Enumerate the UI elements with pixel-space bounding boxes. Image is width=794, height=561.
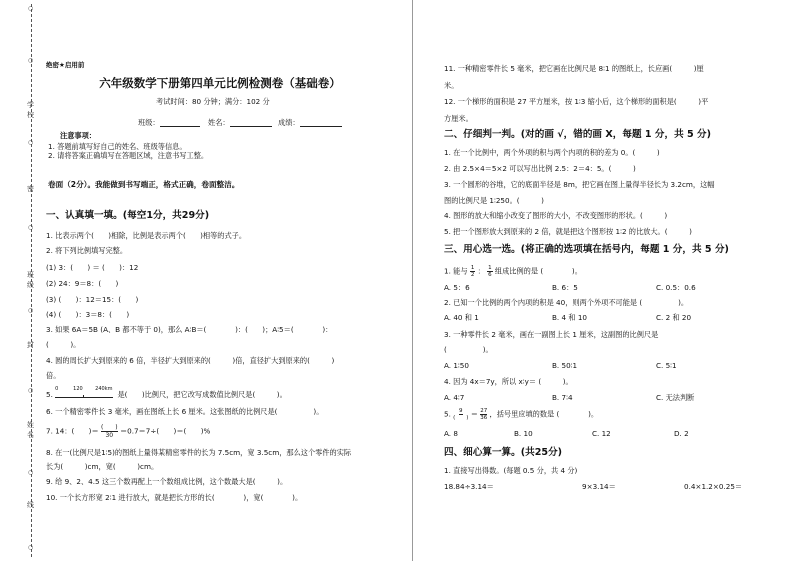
q2d: (4) ( )：3＝8：( ) [46,310,130,319]
exam-meta: 考试时间：80 分钟；满分：102 分 [156,97,270,106]
q11-cont: 米。 [444,81,459,90]
name-label: 姓名： [208,118,230,127]
choice-1-option-c: C. 0.5：0.6 [656,283,696,292]
note-item: 2. 请将答案正确填写在答题区域，注意书写工整。 [48,151,209,160]
choice-2: 2. 已知一个比例的两个内项的积是 40，则两个外项不可能是 ( )。 [444,298,689,307]
choice-5-equals: ＝ [470,409,478,419]
choice-5-option-d: D. 2 [674,429,689,438]
choice-1-option-b: B. 6：5 [552,283,578,292]
seal-mark: ○ [28,387,34,394]
choice-5-option-a: A. 8 [444,429,458,438]
q12-cont: 方厘米。 [444,114,473,123]
choice-3-option-a: A. 1∶50 [444,361,469,370]
exam-title: 六年级数学下册第四单元比例检测卷（基础卷） [99,76,341,90]
calc-item: 0.4×1.2×0.25＝ [684,482,743,491]
seal-mark: ○ [28,57,34,64]
section-4-title: 四、细心算一算。(共25分) [444,447,563,458]
choice-5-option-c: C. 12 [592,429,611,438]
choice-1-fraction [487,265,493,278]
q5-number: 5. [46,390,53,399]
choice-1-option-a: A. 5：6 [444,283,470,292]
q7-text: 7. 14：( )＝ [46,426,99,436]
binding-label-school: 学校 [27,101,34,119]
fraction-denominator: 6 [488,272,492,278]
choice-5-option-b: B. 10 [514,429,533,438]
left-column [46,0,394,561]
note-item: 1. 答题前填写好自己的姓名、班级等信息。 [48,142,187,151]
choice-4-option-b: B. 7∶4 [552,393,573,402]
choice-3: 3. 一种零件长 2 毫米，画在一副图上长 1 厘米，这副图的比例尺是 [444,330,659,339]
seal-mark: ○ [28,307,34,314]
scale-tick-label: 0 [55,386,59,392]
q8-cont: 长为( )cm，宽( )cm。 [46,462,159,471]
binding-mark-feng: 封 [27,341,34,349]
q4: 4. 圆的周长扩大到原来的 6 倍，半径扩大到原来的( )倍，直径扩大到原来的( ) [46,356,335,365]
choice-1-text-end: 组成比例的是 ( )。 [494,266,582,276]
judge-3-cont: 图的比例尺是 1∶250。( ) [444,196,544,205]
seal-mark: ○ [28,5,34,12]
calc-item: 18.84÷3.14＝ [444,482,494,491]
q5-scale-bar [55,386,115,399]
q10: 10. 一个长方形宽 2∶1 进行放大，就是把长方形的长( )，宽( )。 [46,493,303,502]
q2a: (1) 3：( ) ＝ ( )：12 [46,263,139,272]
binding-margin [0,0,34,561]
q3-cont: ( )。 [46,340,81,349]
choice-2-option-c: C. 2 和 20 [656,313,692,322]
column-divider [412,0,413,561]
q7-fraction [101,424,118,439]
fraction-numerator: 27 [480,408,488,414]
seal-mark: ○ [28,469,34,476]
choice-5-fraction [480,408,487,421]
judge-5: 5. 把一个图形放大到原来的 2 倍，就是把这个图形按 1∶2 的比放大。( ) [444,227,692,236]
section-1-title: 一、认真填一填。(每空1分，共29分) [46,210,210,221]
q9: 9. 给 9、2、4.5 这三个数再配上一个数组成比例，这个数最大是( )。 [46,477,288,486]
choice-3-cont: ( )。 [444,345,493,354]
q7-denominator: 30 [105,432,114,439]
q7-numerator: ( ) [100,424,118,431]
judge-4: 4. 图形的放大和缩小改变了图形的大小，不改变图形的形状。( ) [444,211,668,220]
q2: 2. 将下列比例填写完整。 [46,246,128,255]
q11: 11. 一种精密零件长 5 毫米，把它画在比例尺是 8∶1 的图纸上，长应画( )厘 [444,64,704,73]
seal-mark: ○ [28,224,34,231]
binding-label-class: 班级 [27,271,34,289]
fraction-numerator: 1 [488,265,492,271]
class-field [138,118,200,127]
section-3-title: 三、用心选一选。(将正确的选项填在括号内，每题 1 分，共 5 分) [444,244,729,255]
q1: 1. 比表示两个( )相除，比例是表示两个( )相等的式子。 [46,231,247,240]
q2b: (2) 24：9＝8：( ) [46,279,119,288]
scale-tick-label: 120 [73,386,83,392]
choice-5-fraction [453,408,468,421]
choice-1: 1. 能与 $\frac{1}{2}$ ： $\frac{1}{6}$ 组成比例的是 ( )。 [444,265,582,278]
binding-mark-mi: 密 [27,185,34,193]
binding-label-name: 姓名 [27,421,34,439]
section-2-title: 二、仔细判一判。(对的画 √，错的画 X，每题 1 分，共 5 分) [444,129,712,140]
q7-text-end: ＝0.7＝7÷( )＝( )% [119,426,211,436]
fraction-numerator: 9 [459,408,463,414]
right-column [444,0,779,561]
choice-3-option-b: B. 50∶1 [552,361,578,370]
choice-5: 5. 9 ( ) ＝ $\frac{27}{36}$ ，括号里应填的数是 ( )。 [444,408,599,421]
neatness-note: 卷面（2分）。我能做到书写端正，格式正确，卷面整洁。 [48,180,240,189]
fraction-denominator: 36 [480,415,488,421]
scale-tick-label: 240km [95,386,113,392]
choice-4-option-a: A. 4∶7 [444,393,465,402]
q5-text: 是( )比例尺，把它改写成数值比例尺是( )。 [117,390,287,399]
q2c: (3) ( )：12＝15：( ) [46,295,139,304]
q6: 6. 一个精密零件长 3 毫米，画在图纸上长 6 厘米。这张图纸的比例尺是( )。 [46,407,324,416]
choice-4: 4. 因为 4x＝7y，所以 x∶y＝ ( )。 [444,377,573,386]
calc-item: 9×3.14＝ [582,482,616,491]
q7 [46,424,210,439]
q4-cont: 倍。 [46,371,61,380]
q12: 12. 一个梯形的面积是 27 平方厘米，按 1∶3 缩小后，这个梯形的面积是( )平 [444,97,709,106]
fraction-denominator: 2 [470,272,475,278]
choice-2-option-a: A. 40 和 1 [444,313,479,322]
q5 [46,386,287,399]
class-label: 班级： [138,118,160,127]
calc-instructions: 1. 直接写出得数。(每题 0.5 分，共 4 分) [444,466,578,475]
fraction-numerator: 1 [470,265,475,271]
judge-1: 1. 在一个比例中，两个外项的积与两个内项的积的差为 0。( ) [444,148,660,157]
fraction-denominator: ( ) [453,415,469,421]
score-label: 成绩： [278,118,300,127]
choice-4-option-c: C. 无法判断 [656,393,695,402]
score-field [278,118,342,127]
choice-1-text: 1. 能与 [444,266,468,276]
notes-title: 注意事项： [60,131,96,140]
choice-3-option-c: C. 5∶1 [656,361,677,370]
binding-mark-xian: 线 [27,501,34,509]
name-field [208,118,272,127]
q3: 3. 如果 6A＝5B (A、B 都不等于 0)，那么 A∶B＝( )：( )；A∶5＝( )： [46,325,333,334]
choice-2-option-b: B. 4 和 10 [552,313,587,322]
seal-mark: ○ [28,544,34,551]
judge-3: 3. 一个圆形的谷堆，它的底面半径是 8m，把它画在图上量得半径长为 3.2cm，这幅 [444,180,715,189]
choice-1-fraction [470,265,476,278]
seal-mark: ○ [28,139,34,146]
secret-label: 绝密★启用前 [46,61,85,69]
judge-2: 2. 由 2.5×4＝5×2 可以写出比例 2.5：2＝4：5。( ) [444,164,636,173]
choice-5-text: ，括号里应填的数是 ( )。 [489,409,599,419]
q8: 8. 在一(比例尺是1∶5)的图纸上量得某精密零件的长为 7.5cm，宽 3.5cm，那么这个零件的实际 [46,448,352,457]
